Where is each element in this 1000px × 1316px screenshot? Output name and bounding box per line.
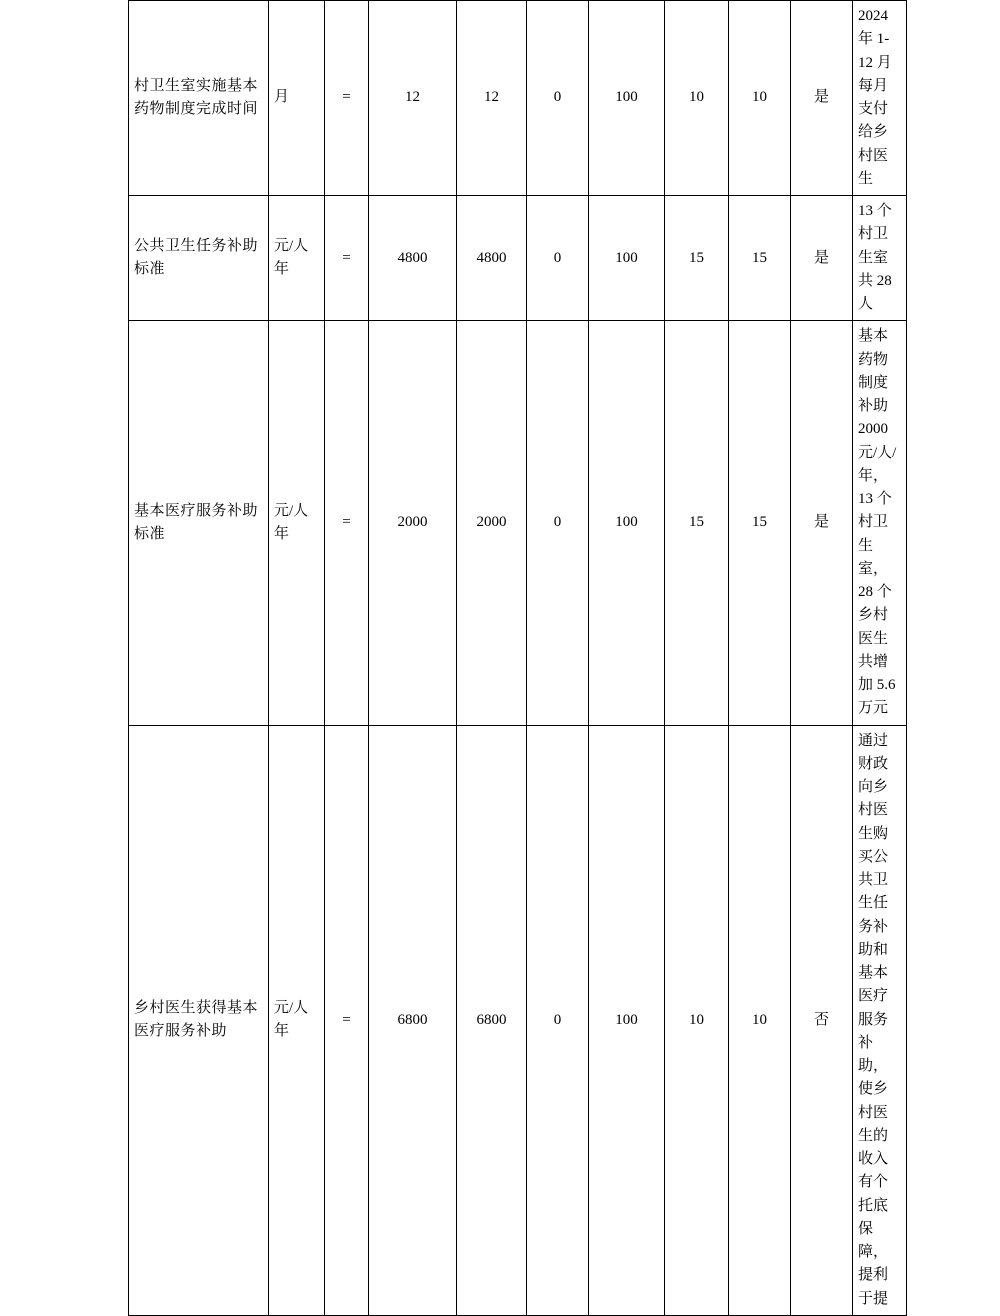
indicator-diff: 0 (527, 725, 589, 1315)
indicator-note: 13 个村卫生室共 28 人 (853, 196, 907, 321)
indicator-note: 2024年 1-12 月每月支付给乡村医生 (853, 1, 907, 196)
indicator-plan: 4800 (369, 196, 457, 321)
indicator-name: 公共卫生任务补助标准 (129, 196, 269, 321)
indicator-rate: 100 (589, 321, 665, 725)
indicator-plan: 2000 (369, 321, 457, 725)
indicator-completed: 是 (791, 1, 853, 196)
indicator-score-total: 10 (665, 725, 729, 1315)
indicator-sign: = (325, 725, 369, 1315)
indicator-rate: 100 (589, 725, 665, 1315)
indicator-unit: 元/人年 (269, 196, 325, 321)
indicator-actual: 12 (457, 1, 527, 196)
indicator-sign: = (325, 1, 369, 196)
indicator-sign: = (325, 321, 369, 725)
indicator-actual: 4800 (457, 196, 527, 321)
indicator-unit: 元/人年 (269, 321, 325, 725)
indicator-score-got: 10 (729, 725, 791, 1315)
indicator-note: 基本药物制度补助 2000 元/人/年，13 个村卫生室，28 个乡村医生共增加 5.6 万元 (853, 321, 907, 725)
performance-indicator-table (128, 0, 907, 1316)
table-row (129, 725, 907, 1315)
indicator-score-total: 15 (665, 321, 729, 725)
indicator-plan: 6800 (369, 725, 457, 1315)
indicator-sign: = (325, 196, 369, 321)
table-row (129, 196, 907, 321)
indicator-rate: 100 (589, 196, 665, 321)
indicator-unit: 元/人年 (269, 725, 325, 1315)
indicator-completed: 是 (791, 321, 853, 725)
indicator-diff: 0 (527, 196, 589, 321)
table-row (129, 321, 907, 725)
indicator-diff: 0 (527, 1, 589, 196)
indicator-score-total: 10 (665, 1, 729, 196)
indicator-diff: 0 (527, 321, 589, 725)
indicator-score-got: 10 (729, 1, 791, 196)
indicator-actual: 2000 (457, 321, 527, 725)
indicator-score-total: 15 (665, 196, 729, 321)
indicator-actual: 6800 (457, 725, 527, 1315)
indicator-note: 通过财政向乡村医生购买公共卫生任务补助和基本医疗服务补助，使乡村医生的收入有个托底保障，提利于提 (853, 725, 907, 1315)
indicator-rate: 100 (589, 1, 665, 196)
indicator-score-got: 15 (729, 321, 791, 725)
indicator-score-got: 15 (729, 196, 791, 321)
indicator-name: 基本医疗服务补助标准 (129, 321, 269, 725)
indicator-unit: 月 (269, 1, 325, 196)
indicator-completed: 否 (791, 725, 853, 1315)
indicator-name: 村卫生室实施基本药物制度完成时间 (129, 1, 269, 196)
indicator-completed: 是 (791, 196, 853, 321)
indicator-name: 乡村医生获得基本医疗服务补助 (129, 725, 269, 1315)
indicator-plan: 12 (369, 1, 457, 196)
table-row (129, 1, 907, 196)
